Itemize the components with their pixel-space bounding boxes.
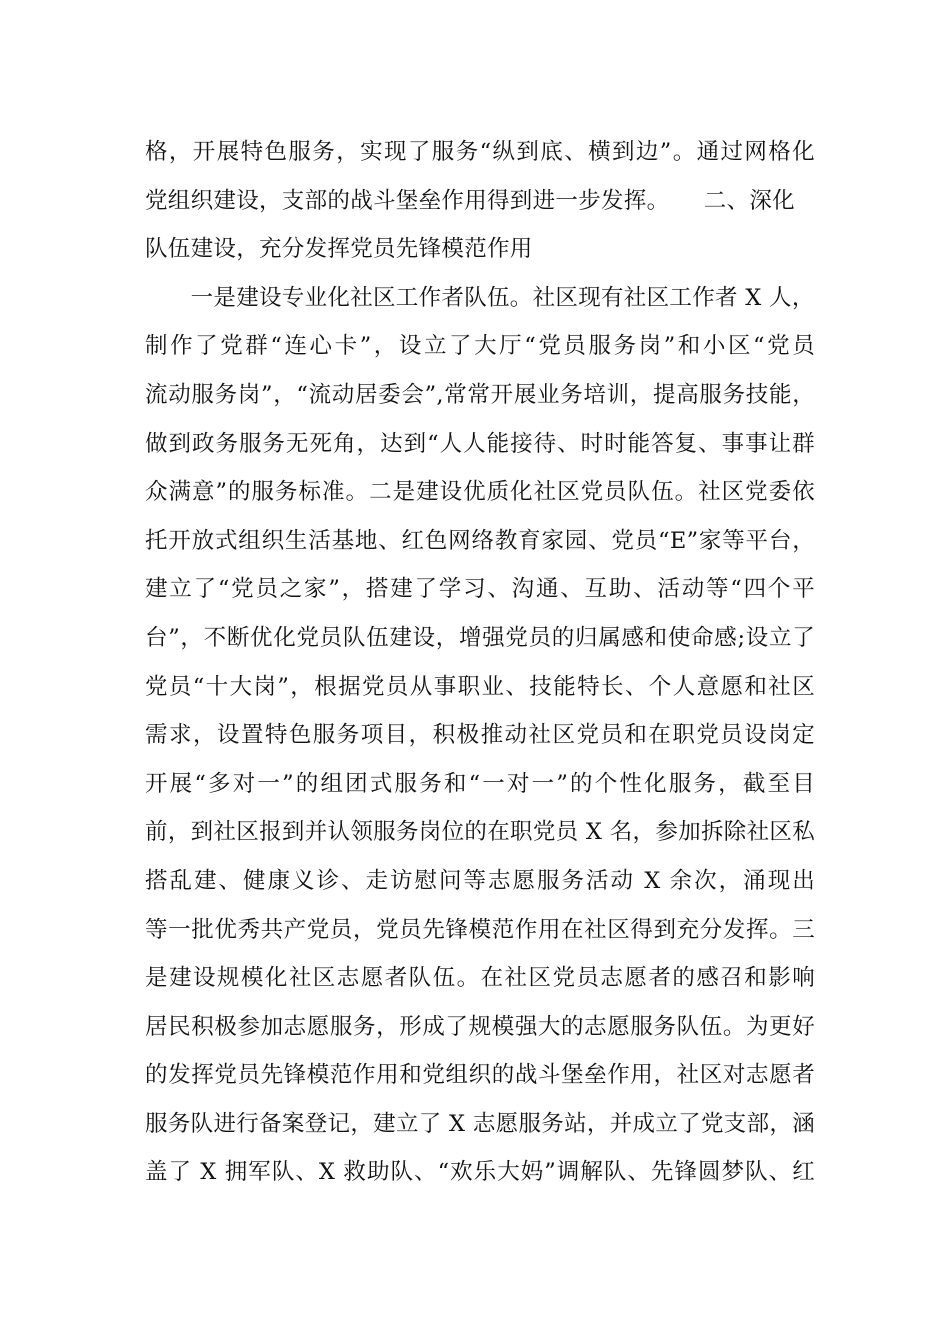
text-line-10: 建立了“党员之家”，搭建了学习、沟通、互助、活动等“四个平 xyxy=(145,576,815,603)
text-line-13: 需求，设置特色服务项目，积极推动社区党员和在职党员设岗定 xyxy=(145,722,815,749)
text-line-2: 党组织建设，支部的战斗堡垒作用得到进一步发挥。 二、深化 xyxy=(145,187,795,214)
text-line-7: 做到政务服务无死角，达到“人人能接待、时时能答复、事事让群 xyxy=(145,430,815,457)
text-line-18: 是建设规模化社区志愿者队伍。在社区党员志愿者的感召和影响 xyxy=(145,965,815,992)
text-line-12: 党员“十大岗”，根据党员从事职业、技能特长、个人意愿和社区 xyxy=(145,673,815,700)
text-line-17: 等一批优秀共产党员，党员先锋模范作用在社区得到充分发挥。三 xyxy=(145,916,815,943)
text-line-3: 队伍建设，充分发挥党员先锋模范作用 xyxy=(145,236,533,263)
text-line-11: 台”，不断优化党员队伍建设，增强党员的归属感和使命感;设立了 xyxy=(145,624,815,651)
text-line-5: 制作了党群“连心卡”，设立了大厅“党员服务岗”和小区“党员 xyxy=(145,333,815,360)
text-line-15: 前，到社区报到并认领服务岗位的在职党员 X 名，参加拆除社区私 xyxy=(145,819,815,846)
text-line-14: 开展“多对一”的组团式服务和“一对一”的个性化服务，截至目 xyxy=(145,770,815,797)
text-line-1: 格，开展特色服务，实现了服务“纵到底、横到边”。通过网格化 xyxy=(145,139,815,165)
text-line-21: 服务队进行备案登记，建立了 X 志愿服务站，并成立了党支部，涵 xyxy=(145,1110,815,1137)
text-line-20: 的发挥党员先锋模范作用和党组织的战斗堡垒作用，社区对志愿者 xyxy=(145,1062,815,1089)
body-text xyxy=(145,128,815,1197)
text-line-22: 盖了 X 拥军队、X 救助队、“欢乐大妈”调解队、先锋圆梦队、红 xyxy=(145,1159,815,1186)
text-line-6: 流动服务岗”，“流动居委会”,常常开展业务培训，提高服务技能， xyxy=(145,381,815,408)
text-line-8: 众满意”的服务标准。二是建设优质化社区党员队伍。社区党委依 xyxy=(145,479,815,506)
text-line-9: 托开放式组织生活基地、红色网络教育家园、党员“E”家等平台， xyxy=(145,527,815,554)
text-line-4: 一是建设专业化社区工作者队伍。社区现有社区工作者 X 人， xyxy=(145,284,815,311)
text-line-16: 搭乱建、健康义诊、走访慰问等志愿服务活动 X 余次，涌现出 xyxy=(145,867,815,894)
text-line-19: 居民积极参加志愿服务，形成了规模强大的志愿服务队伍。为更好 xyxy=(145,1013,815,1040)
